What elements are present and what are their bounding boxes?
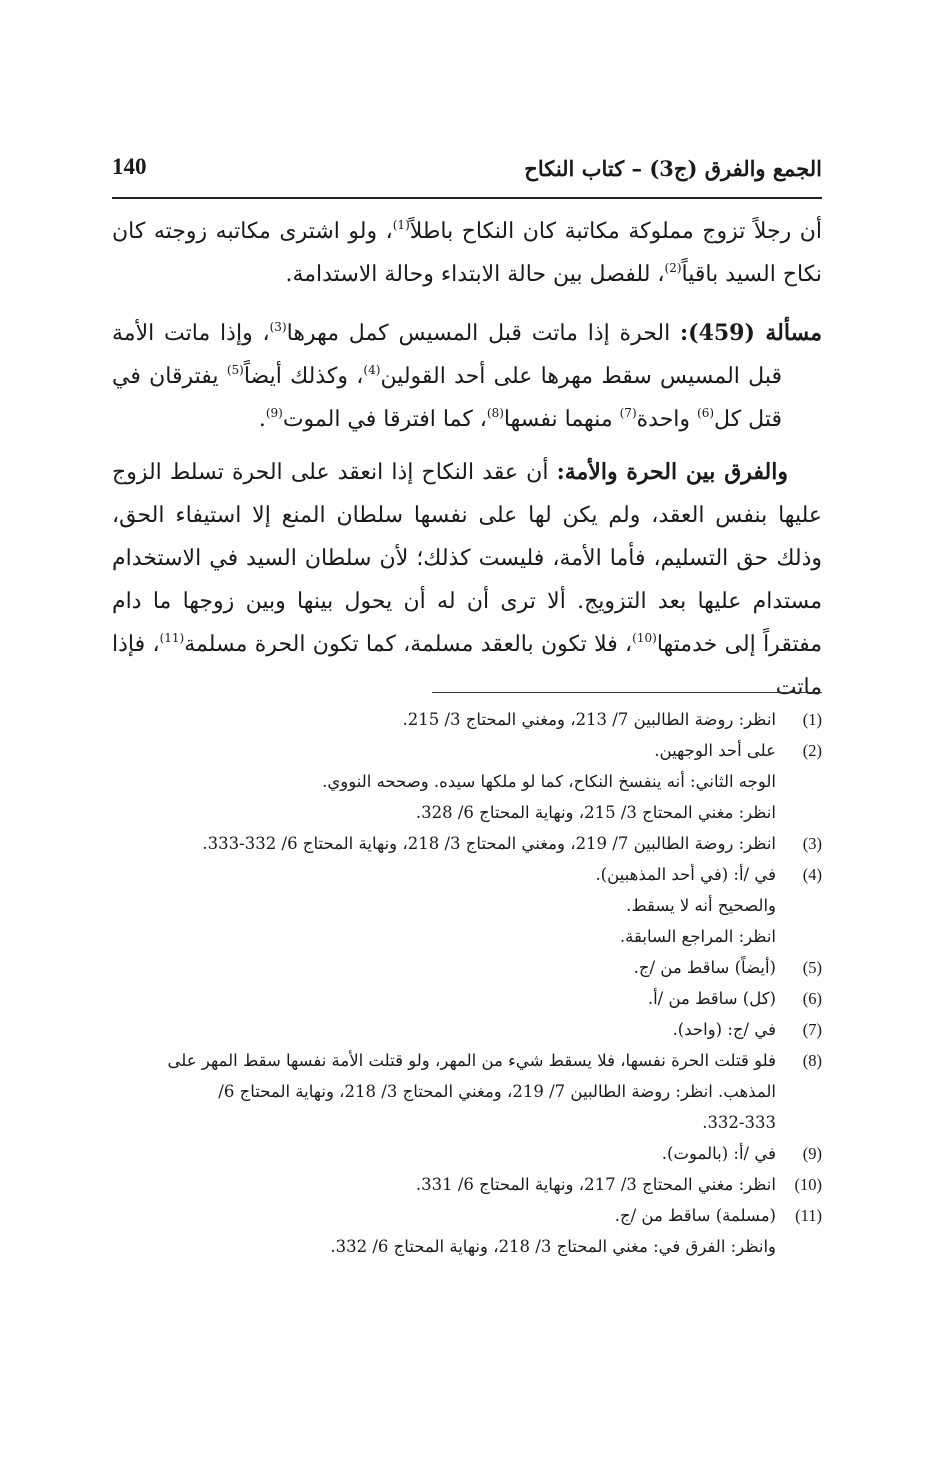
footnote-number: (4) xyxy=(802,865,822,884)
difference-label: والفرق بين الحرة والأمة: xyxy=(556,459,788,485)
footnote-item xyxy=(112,952,822,983)
footnote-item xyxy=(112,1014,822,1045)
footnote-line: في /أ: (في أحد المذهبين). xyxy=(595,865,776,884)
footnote-text xyxy=(112,828,776,859)
footnote-ref-5[interactable]: (5) xyxy=(226,363,244,377)
main-text xyxy=(112,210,822,709)
footnote-item xyxy=(112,704,822,735)
footnote-number: (3) xyxy=(802,834,822,853)
footnote-text xyxy=(112,1169,776,1200)
p3-text-1: أن عقد النكاح إذا انعقد على الحرة تسلط الزوج عليها بنفس العقد، ولم يكن لها على نفسها سلطان المنع إلا استيفاء الحق، وذلك حق التسليم، فأما الأمة، فليست كذلك؛ لأن سلطان السيد في الاستخدام مستدام عليها بعد التزويج. ألا ترى أن له أن يحول بينها وبين زوجها ما دام مفتقراً إلى خدمتها xyxy=(112,460,822,657)
p3-text-3: ، فإذا ماتت xyxy=(112,632,822,700)
footnote-ref-8[interactable]: (8) xyxy=(486,406,504,420)
footnote-number: (8) xyxy=(802,1051,822,1070)
footnote-number: (10) xyxy=(794,1175,822,1194)
page-number: 140 xyxy=(112,154,147,179)
footnote-item xyxy=(112,859,822,952)
p2-text-2: ، وإذا ماتت الأمة قبل المسيس سقط مهرها على أحد القولين xyxy=(112,321,783,389)
footnote-line: (مسلمة) ساقط من /ج. xyxy=(614,1206,776,1225)
footnote-line: فلو قتلت الحرة نفسها، فلا يسقط شيء من المهر، ولو قتلت الأمة نفسها سقط المهر على xyxy=(167,1051,776,1070)
footnote-ref-2[interactable]: (2) xyxy=(664,261,682,275)
footnote-text xyxy=(112,1138,776,1169)
footnote-text xyxy=(112,952,776,983)
p1-text-3: ، للفصل بين حالة الابتداء وحالة الاستدامة. xyxy=(285,262,665,287)
p2-text-1: الحرة إذا ماتت قبل المسيس كمل مهرها xyxy=(286,321,681,346)
footnote-ref-6[interactable]: (6) xyxy=(697,406,715,420)
footnote-line: على أحد الوجهين. xyxy=(654,741,776,760)
p2-text-8: . xyxy=(258,407,266,432)
masala-label: مسألة (459): xyxy=(680,320,822,346)
footnote-item xyxy=(112,1200,822,1262)
footnote-separator xyxy=(432,692,822,693)
footnote-ref-4[interactable]: (4) xyxy=(363,363,381,377)
footnote-line: (أيضاً) ساقط من /ج. xyxy=(633,958,776,977)
footnote-ref-10[interactable]: (10) xyxy=(632,631,657,645)
footnote-line: انظر: روضة الطالبين 7/ 213، ومغني المحتاج 3/ 215. xyxy=(402,710,776,729)
footnote-line: 332-333. xyxy=(702,1113,776,1132)
footnote-ref-1[interactable]: (1) xyxy=(392,218,410,232)
footnote-line: المذهب. انظر: روضة الطالبين 7/ 219، ومغني المحتاج 3/ 218، ونهاية المحتاج 6/ xyxy=(218,1082,776,1101)
footnote-line: في /أ: (بالموت). xyxy=(661,1144,776,1163)
footnote-item xyxy=(112,1138,822,1169)
footnote-text xyxy=(112,1200,776,1262)
footnote-number: (7) xyxy=(802,1020,822,1039)
p1-text-2: ، ولو اشترى مكاتبه زوجته كان نكاح السيد باقياً xyxy=(112,219,822,287)
footnote-ref-9[interactable]: (9) xyxy=(265,406,283,420)
footnotes xyxy=(112,704,822,1262)
page-header xyxy=(112,152,822,192)
footnote-number: (11) xyxy=(795,1206,822,1225)
footnote-line: انظر: مغني المحتاج 3/ 215، ونهاية المحتاج 6/ 328. xyxy=(415,803,776,822)
footnote-line: انظر: المراجع السابقة. xyxy=(619,927,776,946)
footnote-line: (كل) ساقط من /أ. xyxy=(647,989,776,1008)
footnote-number: (1) xyxy=(802,710,822,729)
footnote-item xyxy=(112,1169,822,1200)
p2-text-3: ، وكذلك أيضاً xyxy=(243,364,364,389)
footnote-text xyxy=(112,1045,776,1138)
header-rule xyxy=(112,197,822,199)
footnote-ref-7[interactable]: (7) xyxy=(619,406,637,420)
footnote-line: انظر: روضة الطالبين 7/ 219، ومغني المحتاج 3/ 218، ونهاية المحتاج 6/ 332-333. xyxy=(202,834,776,853)
footnote-text xyxy=(112,859,776,952)
footnote-text xyxy=(112,735,776,828)
footnote-text xyxy=(112,983,776,1014)
footnote-number: (2) xyxy=(802,741,822,760)
p2-text-7: ، كما افترقا في الموت xyxy=(282,407,487,432)
footnote-text xyxy=(112,704,776,735)
paragraph-1 xyxy=(112,210,822,296)
footnote-ref-3[interactable]: (3) xyxy=(269,320,287,334)
footnote-text xyxy=(112,1014,776,1045)
paragraph-difference xyxy=(112,451,822,709)
footnote-line: انظر: مغني المحتاج 3/ 217، ونهاية المحتاج 6/ 331. xyxy=(415,1175,776,1194)
footnote-line: وانظر: الفرق في: مغني المحتاج 3/ 218، ونهاية المحتاج 6/ 332. xyxy=(330,1237,776,1256)
p2-text-6: منهما نفسها xyxy=(503,407,620,432)
footnote-item xyxy=(112,735,822,828)
footnote-line: والصحيح أنه لا يسقط. xyxy=(626,896,776,915)
p2-text-5: واحدة xyxy=(636,407,698,432)
footnote-number: (5) xyxy=(802,958,822,977)
paragraph-masala-459 xyxy=(112,312,822,441)
footnote-number: (6) xyxy=(802,989,822,1008)
footnote-item xyxy=(112,828,822,859)
footnote-number: (9) xyxy=(802,1144,822,1163)
footnote-ref-11[interactable]: (11) xyxy=(159,631,185,645)
footnote-line: الوجه الثاني: أنه ينفسخ النكاح، كما لو ملكها سيده. وصححه النووي. xyxy=(322,772,776,791)
p3-text-2: ، فلا تكون بالعقد مسلمة، كما تكون الحرة مسلمة xyxy=(184,632,633,657)
p2-text-4: يفترقان في قتل كل xyxy=(112,364,782,432)
footnote-item xyxy=(112,1045,822,1138)
running-title: الجمع والفرق (ج3) – كتاب النكاح xyxy=(524,156,822,181)
footnote-item xyxy=(112,983,822,1014)
p1-text-1: أن رجلاً تزوج مملوكة مكاتبة كان النكاح باطلاً xyxy=(409,219,822,244)
footnote-line: في /ج: (واحد). xyxy=(672,1020,776,1039)
